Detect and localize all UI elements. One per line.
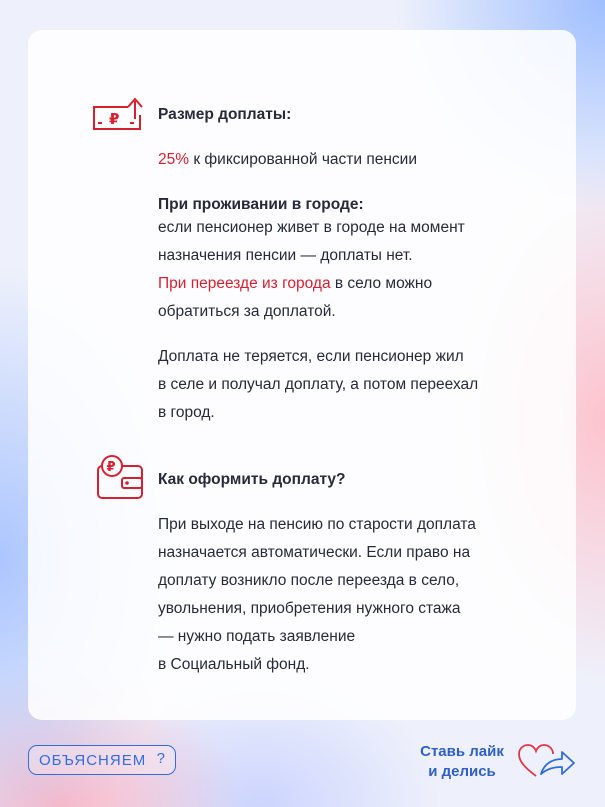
keep-line-2: в селе и получал доплату, а потом переехал — [158, 376, 479, 393]
move-highlight: При переезде из города — [158, 275, 331, 292]
apply-line: увольнения, приобретения нужного стажа — [158, 600, 461, 617]
explain-badge[interactable] — [28, 745, 176, 775]
section-heading-apply: Как оформить доплату? — [158, 471, 346, 488]
share-line-2: и делись — [428, 763, 496, 780]
badge-label: ОБЪЯСНЯЕМ — [39, 751, 147, 769]
city-heading: При проживании в городе: — [158, 196, 364, 213]
apply-line: При выходе на пенсию по старости доплата — [158, 516, 476, 533]
move-rest: в село можно — [330, 275, 433, 292]
move-line-1 — [158, 275, 432, 293]
apply-line: доплату возникло после переезда в село, — [158, 572, 460, 589]
amount-highlight: 25% — [158, 151, 190, 168]
svg-text:₽: ₽ — [106, 460, 116, 475]
svg-text:₽: ₽ — [109, 110, 120, 128]
section-heading-amount: Размер доплаты: — [158, 106, 292, 123]
apply-line: — нужно подать заявление — [158, 628, 356, 645]
keep-line-1: Доплата не теряется, если пенсионер жил — [158, 348, 464, 365]
ruble-banknote-arrow-up-icon — [90, 95, 150, 131]
apply-line: назначается автоматически. Если право на — [158, 544, 471, 561]
move-line-2: обратиться за доплатой. — [158, 303, 336, 320]
keep-line-3: в город. — [158, 404, 215, 421]
city-line-1: если пенсионер живет в городе на момент — [158, 219, 465, 236]
wallet-ruble-coin-icon — [94, 452, 150, 502]
city-line-2: назначения пенсии — доплаты нет. — [158, 247, 413, 264]
apply-line: в Социальный фонд. — [158, 656, 310, 673]
question-mark-icon: ? — [156, 750, 166, 767]
amount-rest: к фиксированной части пенсии — [189, 151, 417, 168]
share-line-1: Ставь лайк — [420, 743, 504, 760]
share-caption — [412, 742, 512, 782]
share-arrow-icon[interactable] — [538, 744, 578, 780]
amount-line — [158, 151, 417, 169]
